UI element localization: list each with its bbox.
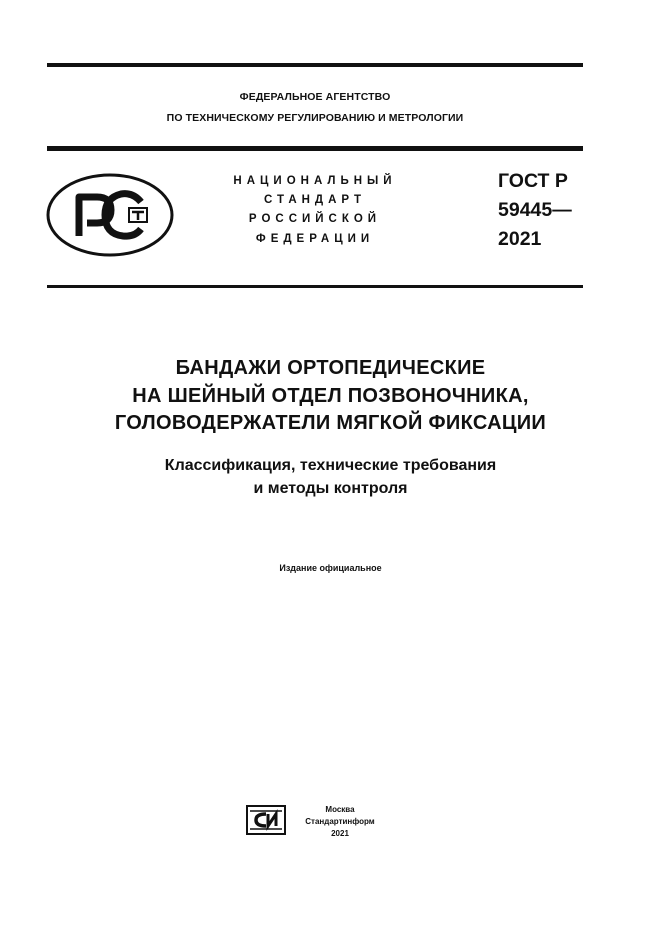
document-title-line-1: БАНДАЖИ ОРТОПЕДИЧЕСКИЕ — [175, 357, 486, 379]
document-title-line-2: НА ШЕЙНЫЙ ОТДЕЛ ПОЗВОНОЧНИКА, — [132, 385, 529, 407]
gost-line-3: 2021 — [498, 228, 542, 250]
national-standard-line-4: ФЕДЕРАЦИИ — [255, 233, 375, 245]
gost-line-2: 59445— — [498, 199, 572, 221]
agency-line-2: ПО ТЕХНИЧЕСКОМУ РЕГУЛИРОВАНИЮ И МЕТРОЛОГИИ — [166, 112, 464, 124]
standartinform-logo-icon — [246, 805, 286, 835]
header-rule — [47, 146, 583, 151]
document-subtitle-line-1: Классификация, технические требования — [164, 457, 497, 474]
standard-rule — [47, 285, 583, 288]
national-standard-line-2: СТАНДАРТ — [264, 194, 366, 206]
publisher-name: Стандартинформ — [305, 817, 375, 826]
rst-certification-logo-icon — [45, 172, 175, 258]
gost-line-1: ГОСТ Р — [498, 170, 568, 192]
national-standard-line-1: НАЦИОНАЛЬНЫЙ — [233, 175, 397, 187]
top-rule — [47, 63, 583, 67]
edition-label: Издание официальное — [279, 563, 382, 573]
document-subtitle-line-2: и методы контроля — [253, 480, 408, 497]
publisher-year: 2021 — [331, 829, 349, 838]
national-standard-line-3: РОССИЙСКОЙ — [248, 213, 382, 225]
document-title-line-3: ГОЛОВОДЕРЖАТЕЛИ МЯГКОЙ ФИКСАЦИИ — [114, 412, 547, 434]
publisher-city: Москва — [325, 805, 355, 814]
agency-line-1: ФЕДЕРАЛЬНОЕ АГЕНТСТВО — [239, 91, 391, 103]
